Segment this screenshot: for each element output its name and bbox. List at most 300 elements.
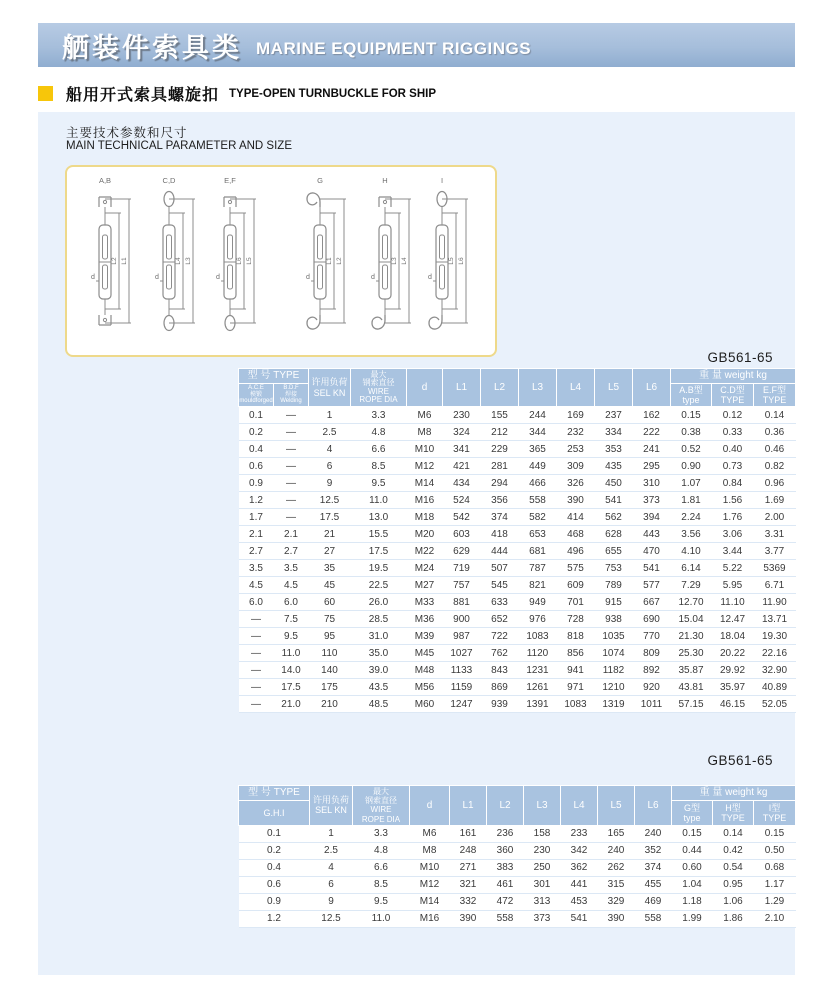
content-panel [38, 112, 795, 975]
table-cell: 1.69 [754, 492, 796, 509]
table-cell: 40.89 [754, 679, 796, 696]
table-cell: 762 [481, 645, 519, 662]
table-cell: 421 [443, 458, 481, 475]
table-cell: 17.5 [274, 679, 309, 696]
table-cell: 0.14 [754, 407, 796, 424]
figure-dim-label: L3 [391, 257, 398, 265]
table-row [239, 645, 796, 662]
table-cell: 449 [519, 458, 557, 475]
table-cell: 1.07 [671, 475, 712, 492]
figure-dim-label: d [155, 274, 159, 281]
table-cell: M22 [407, 543, 443, 560]
figure-dim-label: L1 [121, 257, 128, 265]
figure-dim-label: L5 [448, 257, 455, 265]
table-cell: 496 [557, 543, 595, 560]
table-cell: 9.5 [353, 893, 410, 910]
figure-dim-label: L6 [236, 257, 243, 265]
table-cell: M24 [407, 560, 443, 577]
table-cell: 1035 [595, 628, 633, 645]
table-cell: 1.06 [713, 893, 754, 910]
table-cell: 0.50 [754, 842, 796, 859]
table-cell: 941 [557, 662, 595, 679]
table-cell: 2.5 [309, 424, 351, 441]
table-cell: 332 [450, 893, 487, 910]
table-cell: 562 [595, 509, 633, 526]
table-cell: 920 [633, 679, 671, 696]
table-cell: 13.71 [754, 611, 796, 628]
table-row [239, 825, 796, 842]
table-cell: 809 [633, 645, 671, 662]
table-cell: — [274, 407, 309, 424]
table-cell: 162 [633, 407, 671, 424]
table-cell: 0.14 [713, 825, 754, 842]
figure-dim-label: d [371, 274, 375, 281]
figure-dim-label: d [216, 274, 220, 281]
table-cell: 26.0 [351, 594, 407, 611]
table-cell: 655 [595, 543, 633, 560]
table-cell: 165 [598, 825, 635, 842]
table-cell: 0.2 [239, 424, 274, 441]
table-cell: 987 [443, 628, 481, 645]
table-row [239, 662, 796, 679]
spec-table-abcdef [238, 368, 796, 713]
table-cell: 6.6 [353, 859, 410, 876]
table-cell: 2.1 [274, 526, 309, 543]
section-title-en: TYPE-OPEN TURNBUCKLE FOR SHIP [229, 88, 437, 100]
table-cell: 236 [487, 825, 524, 842]
table-cell: 0.15 [754, 825, 796, 842]
figure-dim-label: L4 [175, 257, 182, 265]
table-cell: 9 [309, 475, 351, 492]
table-cell: 19.5 [351, 560, 407, 577]
table-cell: 0.52 [671, 441, 712, 458]
table-cell: 309 [557, 458, 595, 475]
table-cell: 8.5 [353, 876, 410, 893]
figure-dim-label: L5 [246, 257, 253, 265]
table-cell: 558 [635, 910, 672, 927]
table-cell: 450 [595, 475, 633, 492]
table-cell: 8.5 [351, 458, 407, 475]
table-cell: 1159 [443, 679, 481, 696]
table-cell: 6 [310, 876, 353, 893]
section-heading [38, 84, 436, 102]
table-cell: 1083 [557, 696, 595, 713]
col-l1: L1 [443, 369, 481, 407]
col-l1: L1 [450, 786, 487, 826]
table-cell: 434 [443, 475, 481, 492]
standard-label-2: GB561-65 [707, 753, 773, 768]
table-cell: M18 [407, 509, 443, 526]
table-cell: 17.5 [309, 509, 351, 526]
table-cell: 1.99 [672, 910, 713, 927]
table-cell: 9.5 [351, 475, 407, 492]
table-cell: M16 [410, 910, 450, 927]
table-cell: 14.0 [274, 662, 309, 679]
table-cell: M12 [407, 458, 443, 475]
turnbuckle-item [428, 176, 468, 329]
col-l2: L2 [487, 786, 524, 826]
table-cell: 35 [309, 560, 351, 577]
table-row [239, 475, 796, 492]
col-l6: L6 [633, 369, 671, 407]
col-weight-ef: E.F型 TYPE [754, 383, 796, 407]
table-cell: 2.5 [310, 842, 353, 859]
table-cell: 3.3 [353, 825, 410, 842]
table-cell: 1391 [519, 696, 557, 713]
table-cell: 271 [450, 859, 487, 876]
table-row [239, 594, 796, 611]
table-row [239, 910, 796, 927]
col-type-ace: A.C.E 模锻 mouldforged [239, 383, 274, 407]
table-cell: 46.15 [712, 696, 754, 713]
col-type-bdf: B.D.F 焊接 Welding [274, 383, 309, 407]
col-l3: L3 [519, 369, 557, 407]
table-cell: 353 [595, 441, 633, 458]
table-cell: 240 [598, 842, 635, 859]
figure-dim-label: A,B [98, 176, 112, 185]
table-cell: 9 [310, 893, 353, 910]
col-l4: L4 [557, 369, 595, 407]
table-cell: 1.04 [672, 876, 713, 893]
table-cell: 22.5 [351, 577, 407, 594]
table-cell: 1.81 [671, 492, 712, 509]
table-row [239, 509, 796, 526]
table-cell: 2.1 [239, 526, 274, 543]
table-cell: 17.5 [351, 543, 407, 560]
col-l5: L5 [598, 786, 635, 826]
table-cell: 542 [443, 509, 481, 526]
table-cell: 1 [310, 825, 353, 842]
table-cell: 1.18 [672, 893, 713, 910]
table-cell: 4 [310, 859, 353, 876]
table-cell: 3.56 [671, 526, 712, 543]
table-cell: 294 [481, 475, 519, 492]
table-cell: 1261 [519, 679, 557, 696]
table-cell: 27 [309, 543, 351, 560]
table-cell: 18.04 [712, 628, 754, 645]
table-cell: M10 [410, 859, 450, 876]
table-cell: 0.15 [671, 407, 712, 424]
table-cell: 2.24 [671, 509, 712, 526]
table-cell: 524 [443, 492, 481, 509]
table-cell: 881 [443, 594, 481, 611]
yellow-bullet-icon [38, 86, 53, 101]
table-cell: 110 [309, 645, 351, 662]
table-cell: 3.5 [239, 560, 274, 577]
figure-dim-label: I [440, 176, 444, 185]
table-cell: 21 [309, 526, 351, 543]
figure-dim-label: L6 [458, 257, 465, 265]
table-cell: 701 [557, 594, 595, 611]
figure-dim-label: L4 [401, 257, 408, 265]
table-cell: 6.71 [754, 577, 796, 594]
table-cell: M39 [407, 628, 443, 645]
table-cell: 295 [633, 458, 671, 475]
table-cell: 20.22 [712, 645, 754, 662]
table-cell: 3.77 [754, 543, 796, 560]
table-cell: 818 [557, 628, 595, 645]
table-cell: 1.17 [754, 876, 796, 893]
table-row [239, 893, 796, 910]
table-cell: 161 [450, 825, 487, 842]
table-cell: 32.90 [754, 662, 796, 679]
table-cell: 75 [309, 611, 351, 628]
table-cell: M14 [410, 893, 450, 910]
table-cell: 0.2 [239, 842, 310, 859]
table-cell: 3.44 [712, 543, 754, 560]
table-cell: — [239, 611, 274, 628]
table-cell: 757 [443, 577, 481, 594]
table-cell: 35.0 [351, 645, 407, 662]
table-cell: 469 [635, 893, 672, 910]
table-cell: 7.29 [671, 577, 712, 594]
table-cell: 1011 [633, 696, 671, 713]
table-cell: M8 [410, 842, 450, 859]
table-cell: 869 [481, 679, 519, 696]
banner-title-en: MARINE EQUIPMENT RIGGINGS [256, 39, 532, 58]
table-cell: 628 [595, 526, 633, 543]
table-cell: 541 [633, 560, 671, 577]
table-cell: 212 [481, 424, 519, 441]
table-cell: 324 [443, 424, 481, 441]
turnbuckle-item [306, 176, 346, 329]
col-l3: L3 [524, 786, 561, 826]
table-cell: 728 [557, 611, 595, 628]
table-cell: 1120 [519, 645, 557, 662]
table-cell: 250 [524, 859, 561, 876]
table-cell: 6.0 [274, 594, 309, 611]
page-banner [38, 23, 795, 67]
table-row [239, 424, 796, 441]
table-cell: 7.5 [274, 611, 309, 628]
table-cell: 3.3 [351, 407, 407, 424]
table-cell: 313 [524, 893, 561, 910]
table-cell: 821 [519, 577, 557, 594]
table-cell: 230 [443, 407, 481, 424]
col-weight-group: 重 量 weight kg [671, 369, 796, 384]
table-cell: 577 [633, 577, 671, 594]
spec-table-ghi [238, 785, 796, 928]
col-l6: L6 [635, 786, 672, 826]
table-cell: 770 [633, 628, 671, 645]
table-cell: 1210 [595, 679, 633, 696]
table-cell: 507 [481, 560, 519, 577]
table-cell: 2.10 [754, 910, 796, 927]
table-cell: 35.97 [712, 679, 754, 696]
table-row [239, 526, 796, 543]
table-cell: 609 [557, 577, 595, 594]
table-cell: 6.14 [671, 560, 712, 577]
table-cell: 6 [309, 458, 351, 475]
table-cell: 0.82 [754, 458, 796, 475]
banner-title-zh: 舾装件索具类 [62, 32, 242, 63]
table-cell: M36 [407, 611, 443, 628]
table-cell: 352 [635, 842, 672, 859]
table-cell: M6 [410, 825, 450, 842]
table-cell: 1027 [443, 645, 481, 662]
table-cell: 4.5 [274, 577, 309, 594]
table-cell: 915 [595, 594, 633, 611]
table-cell: 789 [595, 577, 633, 594]
col-type: 型 号 TYPE [239, 369, 309, 384]
table-cell: 1247 [443, 696, 481, 713]
table-cell: 5.95 [712, 577, 754, 594]
table-cell: 1231 [519, 662, 557, 679]
table-cell: 390 [557, 492, 595, 509]
table-cell: — [239, 645, 274, 662]
table-cell: 35.87 [671, 662, 712, 679]
table-cell: 0.15 [672, 825, 713, 842]
table-cell: 11.10 [712, 594, 754, 611]
table-cell: 418 [481, 526, 519, 543]
table-row [239, 407, 796, 424]
table-cell: 43.5 [351, 679, 407, 696]
table-cell: 444 [481, 543, 519, 560]
table-cell: 15.5 [351, 526, 407, 543]
table-cell: 22.16 [754, 645, 796, 662]
section-title-zh: 船用开式索具螺旋扣 [66, 86, 220, 104]
table-cell: 169 [557, 407, 595, 424]
col-l4: L4 [561, 786, 598, 826]
table-cell: 0.40 [712, 441, 754, 458]
table-row [239, 628, 796, 645]
table-cell: 470 [633, 543, 671, 560]
table-cell: 43.81 [671, 679, 712, 696]
table-cell: 435 [595, 458, 633, 475]
table-cell: 633 [481, 594, 519, 611]
col-sel-kn: 许用负荷 SEL KN [309, 369, 351, 407]
table-cell: 0.1 [239, 825, 310, 842]
table-cell: 0.12 [712, 407, 754, 424]
params-heading-en: MAIN TECHNICAL PARAMETER AND SIZE [66, 140, 292, 152]
table-cell: 541 [561, 910, 598, 927]
table-cell: 365 [519, 441, 557, 458]
table-cell: 21.30 [671, 628, 712, 645]
table-cell: 466 [519, 475, 557, 492]
table-cell: 541 [595, 492, 633, 509]
turnbuckle-item [91, 176, 131, 325]
table-cell: 9.5 [274, 628, 309, 645]
table-cell: 15.04 [671, 611, 712, 628]
table-cell: 394 [633, 509, 671, 526]
table-cell: 232 [557, 424, 595, 441]
table-cell: 344 [519, 424, 557, 441]
table-cell: 374 [635, 859, 672, 876]
col-wire-rope-dia: 最大 钢索直径 WIRE ROPE DIA [351, 369, 407, 407]
table-cell: 938 [595, 611, 633, 628]
table-cell: 11.0 [351, 492, 407, 509]
table-cell: 329 [598, 893, 635, 910]
table-cell: 281 [481, 458, 519, 475]
table-cell: 390 [598, 910, 635, 927]
figure-dim-label: H [382, 176, 388, 185]
table-cell: 0.84 [712, 475, 754, 492]
table-cell: 12.5 [310, 910, 353, 927]
table-cell: 681 [519, 543, 557, 560]
table-cell: 719 [443, 560, 481, 577]
table-cell: 1.7 [239, 509, 274, 526]
table-cell: 4.5 [239, 577, 274, 594]
table-cell: 2.7 [239, 543, 274, 560]
table-cell: 1.2 [239, 910, 310, 927]
turnbuckle-item [216, 176, 256, 331]
col-d: d [407, 369, 443, 407]
table-cell: 241 [633, 441, 671, 458]
table-cell: 443 [633, 526, 671, 543]
table-cell: 545 [481, 577, 519, 594]
table-cell: 341 [443, 441, 481, 458]
table-cell: 603 [443, 526, 481, 543]
table-cell: 175 [309, 679, 351, 696]
table-cell: 0.60 [672, 859, 713, 876]
table-cell: 12.70 [671, 594, 712, 611]
table-cell: 6.6 [351, 441, 407, 458]
table-cell: 28.5 [351, 611, 407, 628]
table-cell: 892 [633, 662, 671, 679]
table-cell: 0.9 [239, 893, 310, 910]
table-cell: 0.96 [754, 475, 796, 492]
table-cell: 1.86 [713, 910, 754, 927]
table-cell: 310 [633, 475, 671, 492]
figure-dim-label: C,D [162, 176, 176, 185]
table-cell: 582 [519, 509, 557, 526]
table-cell: M60 [407, 696, 443, 713]
table-cell: 158 [524, 825, 561, 842]
table-cell: 667 [633, 594, 671, 611]
col-sel-kn: 许用负荷 SEL KN [310, 786, 353, 826]
figure-dim-label: d [428, 274, 432, 281]
figure-dim-label: L2 [336, 257, 343, 265]
figure-dim-label: L2 [111, 257, 118, 265]
table-cell: 472 [487, 893, 524, 910]
table-cell: 356 [481, 492, 519, 509]
table-cell: 11.0 [353, 910, 410, 927]
table-cell: — [274, 441, 309, 458]
params-heading-zh: 主要技术参数和尺寸 [66, 126, 188, 140]
table-cell: 900 [443, 611, 481, 628]
table-cell: 558 [519, 492, 557, 509]
figure-dim-label: d [91, 274, 95, 281]
table-cell: 1.56 [712, 492, 754, 509]
table-cell: 461 [487, 876, 524, 893]
table-cell: 0.4 [239, 441, 274, 458]
table-cell: 575 [557, 560, 595, 577]
table-cell: 453 [561, 893, 598, 910]
table-cell: 0.68 [754, 859, 796, 876]
col-weight-cd: C.D型 TYPE [712, 383, 754, 407]
table-cell: M56 [407, 679, 443, 696]
table-cell: 39.0 [351, 662, 407, 679]
table-cell: 52.05 [754, 696, 796, 713]
table-cell: M12 [410, 876, 450, 893]
table-cell: 334 [595, 424, 633, 441]
table-cell: M20 [407, 526, 443, 543]
table-cell: 1 [309, 407, 351, 424]
figure-dim-label: G [317, 176, 323, 185]
table-cell: 57.15 [671, 696, 712, 713]
col-weight-group: 重 量 weight kg [672, 786, 796, 801]
table-cell: 233 [561, 825, 598, 842]
table-cell: 222 [633, 424, 671, 441]
table-cell: 301 [524, 876, 561, 893]
figure-dim-label: L1 [326, 257, 333, 265]
table-cell: 0.36 [754, 424, 796, 441]
table-cell: 0.4 [239, 859, 310, 876]
col-l2: L2 [481, 369, 519, 407]
table-cell: M48 [407, 662, 443, 679]
table-cell: 1133 [443, 662, 481, 679]
table-row [239, 859, 796, 876]
